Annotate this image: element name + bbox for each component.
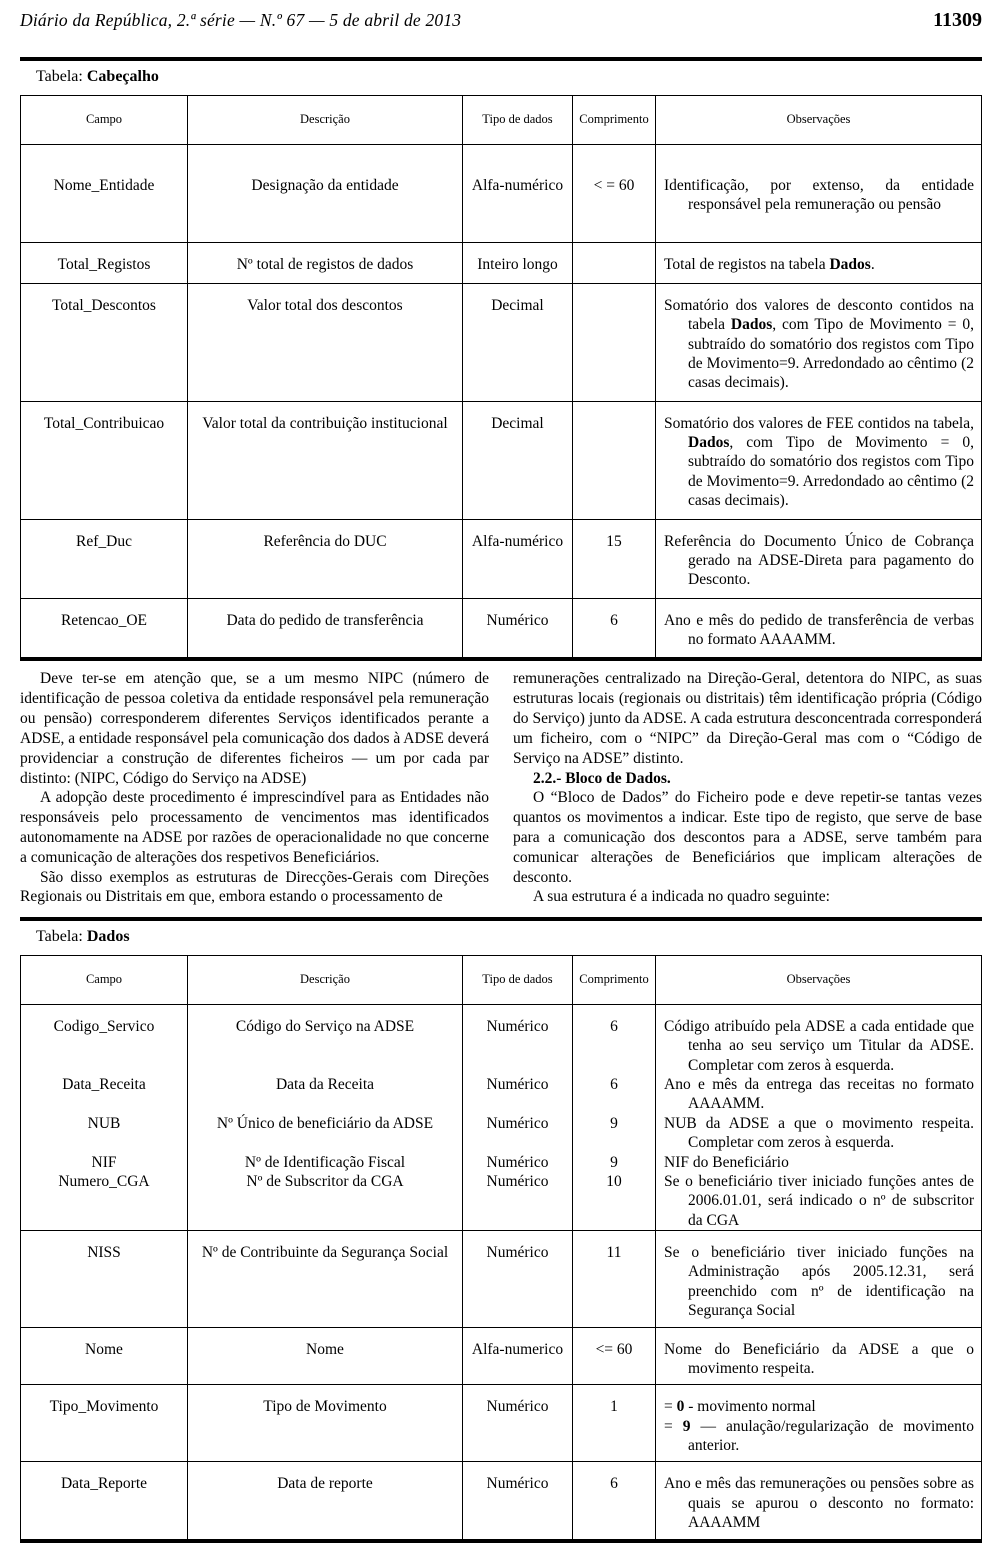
column-header-campo: Campo — [85, 972, 123, 987]
cell-comprimento: 6 — [573, 598, 656, 657]
cell-descricao: Nº Único de beneficiário da ADSE — [188, 1114, 463, 1153]
text-run: Total de registos na tabela — [664, 256, 830, 274]
table-cabecalho-block — [20, 57, 982, 661]
cell-observacoes — [656, 598, 982, 657]
bold-text: Dados — [86, 928, 130, 946]
bold-text: Dados — [829, 256, 871, 274]
text-run: Somatório dos valores de desconto contidos na tabela — [664, 296, 974, 334]
table-header — [21, 96, 982, 145]
table-row-ref_duc — [21, 519, 982, 598]
observation-paragraph — [664, 255, 974, 274]
cell-comprimento: 6 — [573, 1004, 656, 1075]
table-body — [21, 1004, 982, 1538]
text-run: . — [870, 256, 875, 274]
cell-observacoes — [656, 243, 982, 283]
paragraph: Deve ter-se em atenção que, se a um mesmo NIPC (número de identificação de pessoa coletiva da entidade responsável pela remuneração ou pensão) corresponderem diferentes Serviços identificados perante a ADSE, a entidade responsável pela comunicação dos dados à ADSE deverá providenciar a construção de diferentes ficheiros — um por cada par distinto: (NIPC, Código do Serviço na ADSE) — [20, 670, 489, 787]
cell-descricao: Valor total dos descontos — [188, 283, 463, 401]
bold-text: Dados — [730, 316, 773, 334]
cell-tipo: Numérico — [463, 1004, 573, 1075]
cell-tipo: Inteiro longo — [463, 243, 573, 283]
cell-tipo: Numérico — [463, 1385, 573, 1462]
masthead — [20, 0, 982, 32]
table-dados — [20, 955, 982, 1538]
column-header-tipo-de-dados: Tipo de dados — [463, 96, 573, 145]
cell-tipo: Numérico — [463, 1231, 573, 1328]
table-cabecalho-label — [20, 61, 982, 95]
cell-descricao: Designação da entidade — [188, 144, 463, 243]
cell-descricao: Nº total de registos de dados — [188, 243, 463, 283]
cell-comprimento: 10 — [573, 1172, 656, 1231]
cell-observacoes — [656, 1075, 982, 1114]
cell-tipo: Numérico — [463, 1172, 573, 1231]
observation-paragraph — [664, 1397, 974, 1416]
cell-tipo: Numérico — [463, 1114, 573, 1153]
column-header-comprimento: Comprimento — [573, 956, 656, 1005]
table-row-data_reporte — [21, 1462, 982, 1539]
table-dados-label — [20, 921, 982, 955]
text-run: Ano e mês da entrega das receitas no formato AAAAMM. — [664, 1076, 974, 1113]
cell-observacoes — [656, 1004, 982, 1075]
text-run: Ano e mês do pedido de transferência de verbas no formato AAAAMM. — [664, 611, 974, 648]
table-row-nome — [21, 1327, 982, 1385]
cell-tipo: Alfa-numérico — [463, 519, 573, 598]
cell-descricao: Valor total da contribuição institucional — [188, 401, 463, 519]
text-run: - movimento normal — [684, 1398, 816, 1416]
cell-campo: Ref_Duc — [21, 519, 188, 598]
cell-descricao: Nº de Contribuinte da Segurança Social — [188, 1231, 463, 1328]
cell-comprimento: 6 — [573, 1462, 656, 1539]
observation-paragraph — [664, 1017, 974, 1075]
cell-campo: Numero_CGA — [58, 1172, 150, 1190]
cell-tipo: Decimal — [463, 401, 573, 519]
cell-descricao: Nº de Subscritor da CGA — [188, 1172, 463, 1231]
table-row-total_descontos — [21, 283, 982, 401]
cell-descricao: Nº de Identificação Fiscal — [188, 1153, 463, 1172]
table-header — [21, 956, 982, 1005]
column-header-campo: Campo — [85, 112, 123, 126]
column-header-observacoes: Observações — [656, 956, 982, 1005]
thick-rule — [20, 1539, 982, 1543]
observation-paragraph — [664, 1153, 974, 1172]
text-run: NIF do Beneficiário — [664, 1153, 789, 1171]
observation-paragraph — [664, 176, 974, 215]
observation-paragraph — [664, 1474, 974, 1532]
column-header-comprimento: Comprimento — [573, 96, 656, 145]
right-column — [513, 669, 982, 907]
cell-comprimento: 9 — [573, 1153, 656, 1172]
text-run: , com Tipo de Movimento = 0, subtraído do somatório dos registos com Tipo de Movimento=9. Arredondado ao cêntimo (2 casas decimais). — [688, 434, 974, 510]
cell-comprimento: 11 — [573, 1231, 656, 1328]
observation-paragraph — [664, 532, 974, 590]
paragraph: São disso exemplos as estruturas de Direcções-Gerais com Direções Regionais ou Distritais em que, embora estando o processamento de — [20, 868, 489, 906]
cell-tipo: Numérico — [463, 1075, 573, 1114]
paragraph: A sua estrutura é a indicada no quadro seguinte: — [533, 888, 830, 906]
text-run: Tabela: — [36, 928, 87, 946]
cell-comprimento: <= 60 — [573, 1327, 656, 1385]
cell-observacoes — [656, 1385, 982, 1462]
cell-campo: Total_Descontos — [21, 283, 188, 401]
cell-campo: Retencao_OE — [21, 598, 188, 657]
paragraph: O “Bloco de Dados” do Ficheiro pode e deve repetir-se tantas vezes quantos os movimentos a indicar. Este tipo de registo, que serve de base para a comunicação dos descontos para a ADSE, serve também para comunicar alterações de Beneficiários que implicam alterações de desconto. — [513, 789, 982, 886]
cell-descricao: Tipo de Movimento — [188, 1385, 463, 1462]
cell-observacoes — [656, 1114, 982, 1153]
table-row-niss — [21, 1231, 982, 1328]
cell-observacoes — [656, 283, 982, 401]
thick-rule — [20, 657, 982, 661]
text-run: Se o beneficiário tiver iniciado funções antes de 2006.01.01, será indicado o nº de subscritor da CGA — [664, 1172, 974, 1229]
cell-campo: NIF — [91, 1153, 117, 1171]
table-row-total_contribuicao — [21, 401, 982, 519]
table-dados-block — [20, 917, 982, 1542]
table-row-numero_cga — [21, 1172, 982, 1231]
bold-text: Dados — [688, 434, 730, 451]
observation-paragraph — [664, 296, 974, 393]
cell-campo: Data_Reporte — [21, 1462, 188, 1539]
text-run: Se o beneficiário tiver iniciado funções na Administração após 2005.12.31, será preenchido com nº de identificação na Segurança Social — [664, 1244, 974, 1320]
cell-campo: Codigo_Servico — [53, 1017, 155, 1035]
cell-observacoes — [656, 401, 982, 519]
section-heading: 2.2.- Bloco de Dados. — [533, 769, 671, 787]
cell-campo: Nome_Entidade — [53, 176, 155, 194]
text-run: = — [664, 1398, 677, 1416]
observation-paragraph — [664, 1075, 974, 1114]
observation-paragraph — [664, 1243, 974, 1321]
cell-tipo: Numérico — [463, 1462, 573, 1539]
text-run: — anulação/regularização de movimento anterior. — [688, 1417, 974, 1455]
cell-campo: Tipo_Movimento — [21, 1385, 188, 1462]
text-run: Tabela: — [36, 68, 87, 85]
table-row-nif — [21, 1153, 982, 1172]
cell-campo: Total_Contribuicao — [21, 401, 188, 519]
cell-tipo: Numérico — [463, 598, 573, 657]
cell-tipo: Numérico — [463, 1153, 573, 1172]
cell-tipo: Alfa-numérico — [463, 144, 573, 243]
cell-descricao: Data da Receita — [188, 1075, 463, 1114]
cell-descricao: Data do pedido de transferência — [188, 598, 463, 657]
cell-observacoes — [656, 144, 982, 243]
bold-text: Cabeçalho — [86, 68, 159, 85]
cell-observacoes — [656, 1172, 982, 1231]
cell-tipo: Decimal — [463, 283, 573, 401]
table-cabecalho — [20, 95, 982, 657]
cell-descricao: Data de reporte — [188, 1462, 463, 1539]
paragraph: remunerações centralizado na Direção-Geral, detentora do NIPC, as suas estruturas locais (regionais ou distritais) têm identificação própria (Código do Serviço) junto da ADSE. A cada estrutura desconcentrada corresponderá um ficheiro, com o “NIPC” da Direção-Geral mas com o “Código de Serviço na ADSE” distinto. — [513, 670, 982, 767]
text-run: , com Tipo de Movimento = 0, subtraído do somatório dos registos com Tipo de Movimento=9. Arredondado ao cêntimo (2 casas decimais). — [688, 316, 974, 392]
header-row — [21, 956, 982, 1005]
left-column — [20, 669, 489, 907]
cell-descricao: Referência do DUC — [188, 519, 463, 598]
bold-text: 0 — [676, 1398, 685, 1416]
text-run: Somatório dos valores de FEE contidos na tabela, — [664, 414, 974, 432]
cell-observacoes — [656, 1327, 982, 1385]
table-row-total_registos — [21, 243, 982, 283]
cell-campo: Data_Receita — [62, 1076, 146, 1094]
bold-text: 9 — [682, 1417, 691, 1435]
table-row-codigo_servico — [21, 1004, 982, 1075]
cell-campo: NUB — [87, 1114, 121, 1132]
text-run: Identificação, por extenso, da entidade responsável pela remuneração ou pensão — [664, 176, 974, 213]
text-run: Nome do Beneficiário da ADSE a que o movimento respeita. — [664, 1340, 974, 1377]
table-row-retencao_oe — [21, 598, 982, 657]
column-header-descricao: Descrição — [188, 956, 463, 1005]
cell-comprimento — [573, 283, 656, 401]
column-header-tipo-de-dados: Tipo de dados — [463, 956, 573, 1005]
cell-comprimento — [573, 243, 656, 283]
cell-descricao: Nome — [188, 1327, 463, 1385]
header-row — [21, 96, 982, 145]
observation-paragraph — [664, 1172, 974, 1230]
cell-observacoes — [656, 1231, 982, 1328]
text-run: NUB da ADSE a que o movimento respeita. Completar com zeros à esquerda. — [664, 1114, 974, 1152]
observation-paragraph — [664, 1417, 974, 1456]
text-run: Referência do Documento Único de Cobrança gerado na ADSE-Direta para pagamento do Desconto. — [664, 532, 974, 589]
cell-comprimento: 6 — [573, 1075, 656, 1114]
text-run: Ano e mês das remunerações ou pensões sobre as quais se apurou o desconto no formato: AAAAMM — [664, 1475, 974, 1532]
column-header-descricao: Descrição — [188, 96, 463, 145]
table-row-tipo_movimento — [21, 1385, 982, 1462]
text-run: = — [664, 1417, 683, 1435]
observation-paragraph — [664, 1114, 974, 1153]
page-number: 11309 — [933, 9, 982, 31]
text-run: Código atribuído pela ADSE a cada entidade que tenha ao seu serviço um Titular da ADSE. Completar com zeros à esquerda. — [664, 1017, 974, 1074]
table-row-nub — [21, 1114, 982, 1153]
paragraph: A adopção deste procedimento é imprescindível para as Entidades não responsáveis pelo processamento de vencimentos mas identificados autonomamente na ADSE por razões de operacionalidade no que concerne a comunicação de alterações dos respetivos Beneficiários. — [20, 789, 489, 866]
journal-title: Diário da República, 2.ª série — N.º 67 — 5 de abril de 2013 — [20, 10, 462, 30]
cell-tipo: Alfa-numerico — [463, 1327, 573, 1385]
cell-observacoes — [656, 519, 982, 598]
cell-comprimento — [573, 401, 656, 519]
table-body — [21, 144, 982, 657]
cell-campo: NISS — [21, 1231, 188, 1328]
body-text — [20, 669, 982, 907]
table-row-data_receita — [21, 1075, 982, 1114]
cell-campo: Nome — [21, 1327, 188, 1385]
observation-paragraph — [664, 414, 974, 511]
cell-comprimento: 1 — [573, 1385, 656, 1462]
column-header-observacoes: Observações — [656, 96, 982, 145]
cell-campo: Total_Registos — [21, 243, 188, 283]
table-row-nome_entidade — [21, 144, 982, 243]
cell-comprimento: < = 60 — [573, 144, 656, 243]
cell-comprimento: 15 — [573, 519, 656, 598]
cell-descricao: Código do Serviço na ADSE — [188, 1004, 463, 1075]
cell-observacoes — [656, 1153, 982, 1172]
cell-observacoes — [656, 1462, 982, 1539]
cell-comprimento: 9 — [573, 1114, 656, 1153]
observation-paragraph — [664, 611, 974, 650]
observation-paragraph — [664, 1340, 974, 1379]
